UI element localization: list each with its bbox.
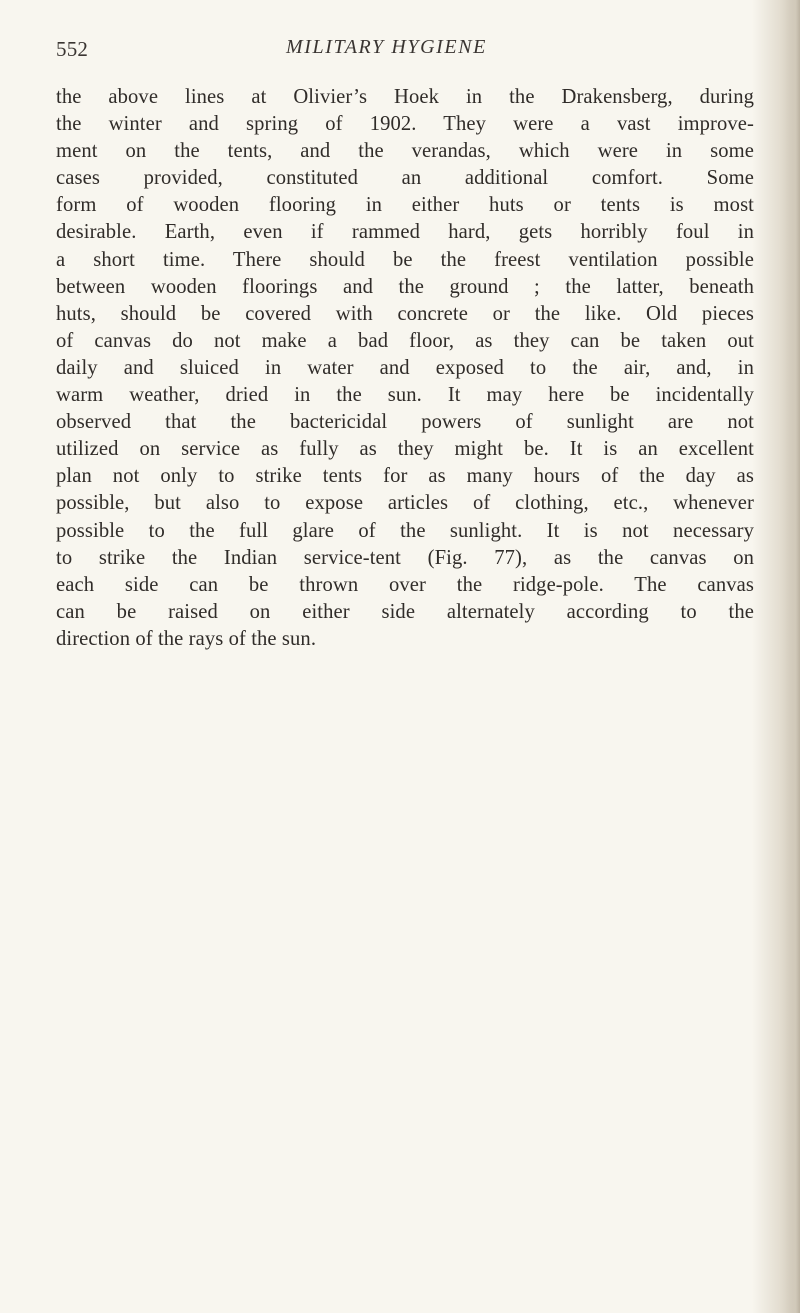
text-line: a short time. There should be the freest ventilation possible xyxy=(56,248,754,271)
text-line: cases provided, constituted an additional comfort. Some xyxy=(56,167,754,190)
body-paragraph xyxy=(56,84,754,653)
text-line: each side can be thrown over the ridge-pole. The canvas xyxy=(56,573,754,596)
text-line: between wooden floorings and the ground ; the latter, beneath xyxy=(56,275,754,298)
text-line: utilized on service as fully as they might be. It is an excellent xyxy=(56,438,754,461)
text-line: possible to the full glare of the sunlight. It is not necessary xyxy=(56,519,754,542)
text-line: observed that the bactericidal powers of sunlight are not xyxy=(56,411,754,434)
text-line: of canvas do not make a bad floor, as they can be taken out xyxy=(56,329,754,352)
text-line: ment on the tents, and the verandas, which were in some xyxy=(56,140,754,163)
text-line: daily and sluiced in water and exposed to the air, and, in xyxy=(56,356,754,379)
text-line: the winter and spring of 1902. They were a vast improve- xyxy=(56,113,754,136)
text-line: direction of the rays of the sun. xyxy=(56,627,317,650)
text-line: warm weather, dried in the sun. It may here be incidentally xyxy=(56,384,754,407)
text-line: form of wooden flooring in either huts or tents is most xyxy=(56,194,754,217)
page-header xyxy=(56,36,736,68)
page-number: 552 xyxy=(56,37,89,61)
page-edge-shadow xyxy=(786,0,800,1313)
text-line: can be raised on either side alternately according to the xyxy=(56,600,754,623)
text-line: desirable. Earth, even if rammed hard, gets horribly foul in xyxy=(56,221,754,244)
text-line: huts, should be covered with concrete or the like. Old pieces xyxy=(56,302,754,325)
text-line: possible, but also to expose articles of clothing, etc., whenever xyxy=(56,492,754,515)
text-line: plan not only to strike tents for as many hours of the day as xyxy=(56,465,754,488)
text-line: the above lines at Olivier’s Hoek in the Drakensberg, during xyxy=(56,86,754,108)
text-line: to strike the Indian service-tent (Fig. 77), as the canvas on xyxy=(56,546,754,569)
running-title: MILITARY HYGIENE xyxy=(286,36,487,58)
